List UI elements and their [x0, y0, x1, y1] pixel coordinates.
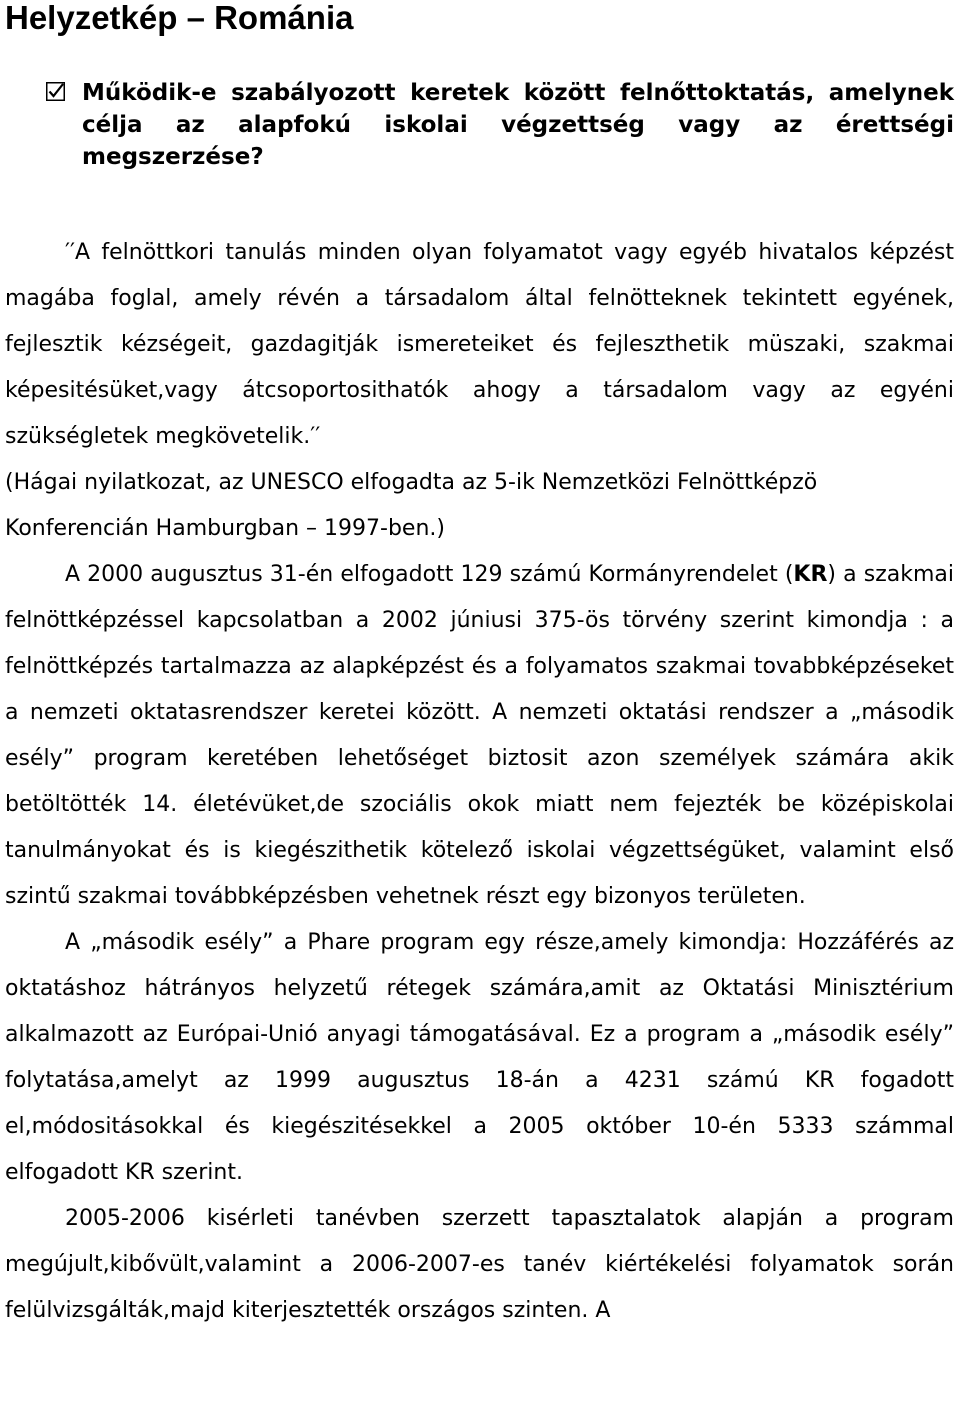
quote-paragraph: ′′A felnöttkori tanulás minden olyan folyamatot vagy egyéb hivatalos képzést magába foglal, amely révén a társadalom által felnötteknek tekintett egyének, fejlesztik kézségeit, gazdagitják ismereteiket és fejleszthetik müszaki, szakmai képesitésüket,vagy átcsoportosithatók ahogy a társadalom vagy az egyéni szükségletek megkövetelik.′′ [5, 240, 954, 449]
citation-paragraph: (Hágai nyilatkozat, az UNESCO elfogadta az 5-ik Nemzetközi Felnöttképzö Konferencián Hamburgban – 1997-ben.) [5, 470, 818, 541]
checked-box-icon [46, 82, 70, 100]
phare-paragraph: A „második esély” a Phare program egy része,amely kimondja: Hozzáférés az oktatáshoz hátrányos helyzetű rétegek számára,amit az Oktatási Minisztérium alkalmazott az Európai-Unió anyagi támogatásával. Ez a program a „második esély” folytatása,amelyt az 1999 augusztus 18-án a 4231 számú KR fogadott el,módositásokkal és kiegészitésekkel a 2005 október 10-én 5333 számmal elfogadott KR szerint. [5, 930, 954, 1185]
pilot-year-paragraph: 2005-2006 kisérleti tanévben szerzett tapasztalatok alapján a program megújult,kibővült,valamint a 2006-2007-es tanév kiértékelési folyamatok során felülvizsgálták,majd kiterjesztették országos szinten. A [5, 1206, 954, 1323]
question-text: Működik-e szabályozott keretek között felnőttoktatás, amelynek célja az alapfokú iskolai végzettség vagy az érettségi megszerzése? [82, 80, 954, 170]
regulation-paragraph [5, 552, 954, 920]
regulation-abbrev: KR [793, 562, 828, 587]
regulation-text-rest: ) a szakmai felnöttképzéssel kapcsolatban a 2002 júniusi 375-ös törvény szerint kimondja : a felnöttképzés tartalmazza az alapképzést és a folyamatos szakmai tovabbképzéseket a nemzeti oktatasrendszer keretei között. A nemzeti oktatási rendszer a „második esély” program keretében lehetőséget biztosit azon személyek számára akik betöltötték 14. életévüket,de szociális okok miatt nem fejezték be középiskolai tanulmányokat és is kiegészithetik kötelező iskolai végzettségüket, valamint első szintű szakmai továbbképzésben vehetnek részt egy bizonyos területen. [5, 562, 955, 909]
question-item [5, 77, 954, 173]
page-title: Helyzetkép – Románia [5, 0, 354, 36]
regulation-text-start: A 2000 augusztus 31-én elfogadott 129 számú Kormányrendelet ( [65, 562, 794, 587]
body-text [5, 230, 954, 1334]
